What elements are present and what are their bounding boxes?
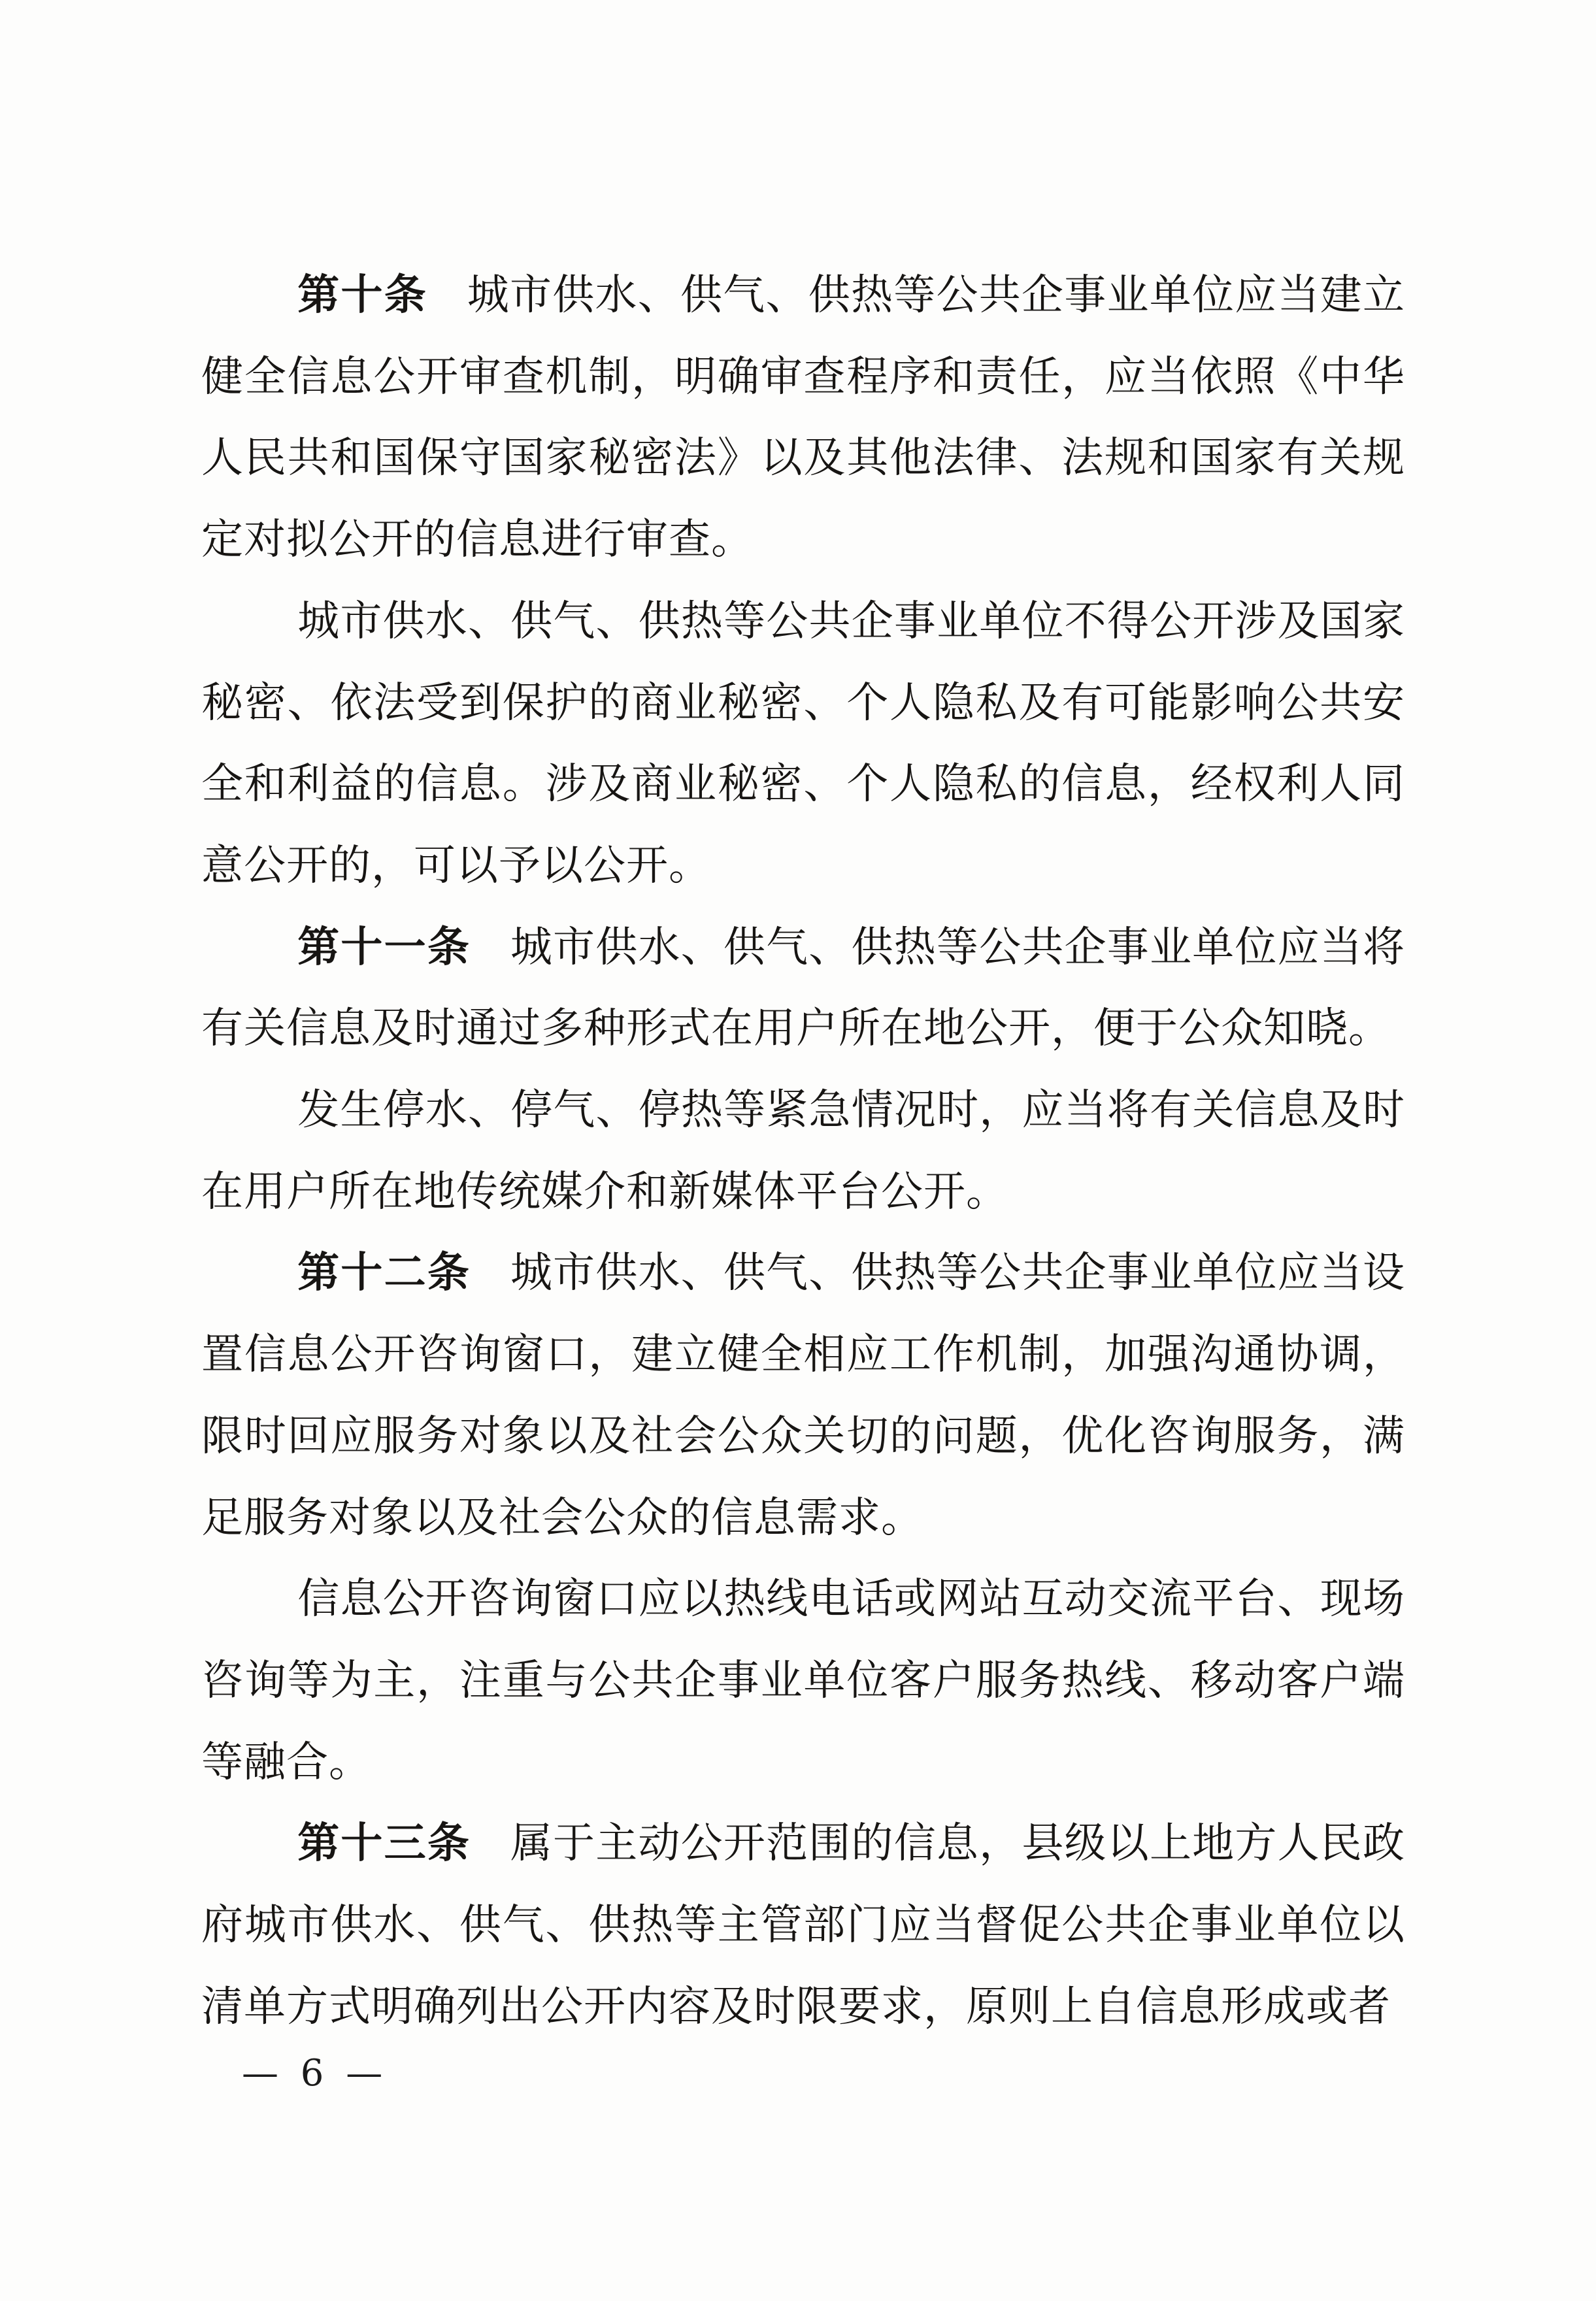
paragraph-text: 城市供水、供气、供热等公共企事业单位应当将有关信息及时通过多种形式在用户所在地公开，便于公众知晓。 <box>201 923 1406 1053</box>
article-12-heading: 第十二条 <box>297 1249 471 1298</box>
article-10-heading: 第十条 <box>297 271 427 320</box>
paragraph-article-11-clause-2 <box>201 1070 1405 1233</box>
paragraph-text: 属于主动公开范围的信息，县级以上地方人民政府城市供水、供气、供热等主管部门应当督促公共企事业单位以清单方式明确列出公开内容及时限要求，原则上自信息形成或者 <box>201 1819 1406 2031</box>
paragraph-text: 城市供水、供气、供热等公共企事业单位应当设置信息公开咨询窗口，建立健全相应工作机制，加强沟通协调，限时回应服务对象以及社会公众关切的问题，优化咨询服务，满足服务对象以及社会公众的信息需求。 <box>201 1249 1406 1542</box>
page-footer <box>242 2052 388 2094</box>
article-13-heading: 第十三条 <box>297 1819 471 1868</box>
page-number: — 6 — <box>242 2052 388 2094</box>
paragraph-article-12 <box>201 1233 1405 1559</box>
paragraph-text: 城市供水、供气、供热等公共企事业单位不得公开涉及国家秘密、依法受到保护的商业秘密、个人隐私及有可能影响公共安全和利益的信息。涉及商业秘密、个人隐私的信息，经权利人同意公开的，可以予以公开。 <box>201 597 1405 890</box>
article-11-heading: 第十一条 <box>297 923 471 972</box>
paragraph-article-12-clause-2 <box>201 1559 1405 1803</box>
paragraph-article-10-clause-2 <box>201 581 1405 907</box>
document-body <box>201 255 1405 2047</box>
paragraph-article-10 <box>201 255 1405 581</box>
paragraph-text: 城市供水、供气、供热等公共企事业单位应当建立健全信息公开审查机制，明确审查程序和责任，应当依照《中华人民共和国保守国家秘密法》以及其他法律、法规和国家有关规定对拟公开的信息进行审查。 <box>201 271 1406 565</box>
paragraph-article-13 <box>201 1803 1405 2047</box>
paragraph-article-11 <box>201 907 1405 1070</box>
paragraph-text: 信息公开咨询窗口应以热线电话或网站互动交流平台、现场咨询等为主，注重与公共企事业单位客户服务热线、移动客户端等融合。 <box>201 1575 1405 1787</box>
paragraph-text: 发生停水、停气、停热等紧急情况时，应当将有关信息及时在用户所在地传统媒介和新媒体平台公开。 <box>201 1086 1405 1216</box>
